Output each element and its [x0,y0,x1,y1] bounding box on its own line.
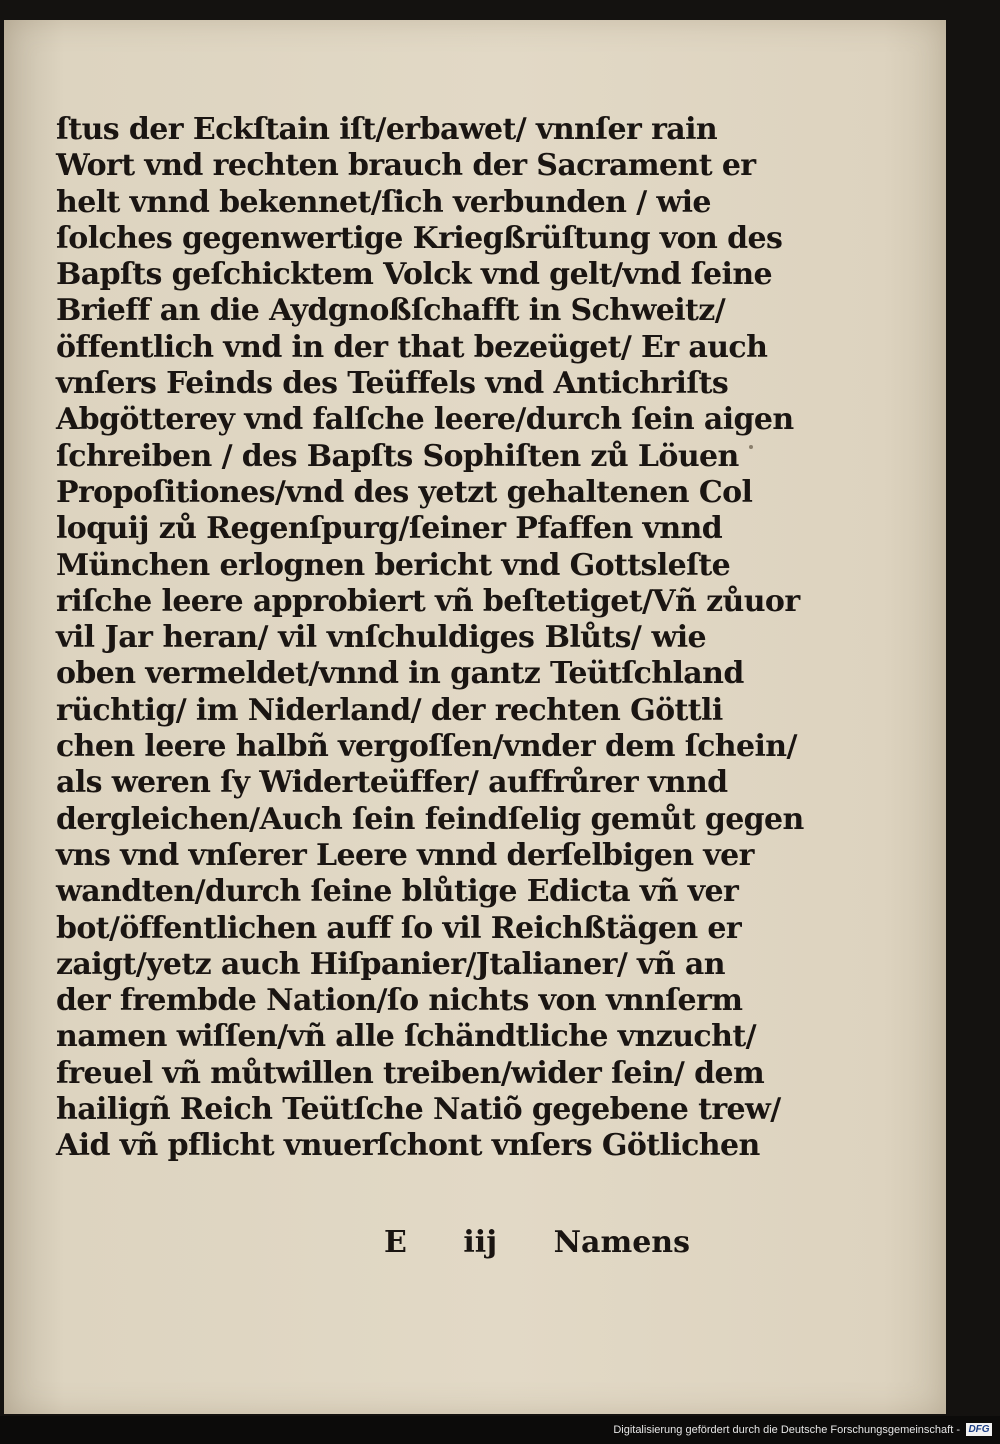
text-line: Aid vñ pflicht vnuerſchont vnſers Götlichen [56,1128,760,1164]
signature-line [384,1225,690,1263]
text-block [56,112,804,1165]
signature-mark: E [384,1225,407,1260]
funding-credit: Digitalisierung gefördert durch die Deutsche Forschungsgemeinschaft - [613,1424,960,1436]
text-line: München erlognen bericht vnd Gottsleſte [56,547,731,583]
text-line: ſchreiben / des Bapſts Sophiſten zů Löuen [56,438,739,474]
book-page [4,20,946,1414]
text-line: riſche leere approbiert vñ beſtetiget/Vñ zůuor [56,583,800,619]
text-line: freuel vñ můtwillen treiben/wider ſein/ dem [56,1055,765,1091]
text-line: öffentlich vnd in der that bezeüget/ Er auch [56,329,768,365]
text-line: ſolches gegenwertige Kriegßrüſtung von des [56,220,783,256]
signature-number: iij [463,1225,498,1260]
text-line: bot/öffentlichen auff ſo vil Reichßtägen er [56,910,742,946]
text-line: Bapſts geſchicktem Volck vnd gelt/vnd ſeine [56,257,773,293]
text-line: vnſers Feinds des Teüffels vnd Antichriſts [56,366,729,402]
text-line: ſtus der Eckſtain iſt/erbawet/ vnnſer rain [56,112,718,147]
text-line: helt vnnd bekennet/ſich verbunden / wie [56,184,711,220]
text-line: Wort vnd rechten brauch der Sacrament er [56,148,756,184]
text-line: vil Jar heran/ vil vnſchuldiges Blůts/ wie [56,620,706,656]
text-line: Abgötterey vnd falſche leere/durch ſein aigen [56,402,794,438]
text-line: Propoſitiones/vnd des yetzt gehaltenen Col [56,474,753,510]
text-line: hailigñ Reich Teütſche Natiõ gegebene trew/ [56,1092,781,1128]
text-line: vns vnd vnſerer Leere vnnd derſelbigen ver [56,837,754,873]
footer-bar [0,1416,1000,1444]
text-line: chen leere halbñ vergoſſen/vnder dem ſchein/ [56,729,797,765]
text-line: als weren ſy Widerteüffer/ auffrůrer vnnd [56,765,728,801]
dfg-logo: DFG [966,1423,992,1436]
text-line: oben vermeldet/vnnd in gantz Teütſchland [56,656,744,692]
text-line: rüchtig/ im Niderland/ der rechten Göttli [56,692,723,728]
page-speck [749,445,753,449]
text-line: Brieff an die Aydgnoßſchafft in Schweitz/ [56,293,726,329]
text-line: der frembde Nation/ſo nichts von vnnſerm [56,983,743,1019]
text-line: dergleichen/Auch ſein feindſelig gemůt gegen [56,801,804,837]
text-line: zaigt/yetz auch Hiſpanier/Jtalianer/ vñ an [56,946,725,982]
text-line: loquij zů Regenſpurg/ſeiner Pfaffen vnnd [56,511,723,547]
text-line: wandten/durch ſeine blůtige Edicta vñ ver [56,874,739,910]
text-line: namen wiſſen/vñ alle ſchändtliche vnzucht/ [56,1019,756,1055]
catchword: Namens [553,1225,690,1260]
